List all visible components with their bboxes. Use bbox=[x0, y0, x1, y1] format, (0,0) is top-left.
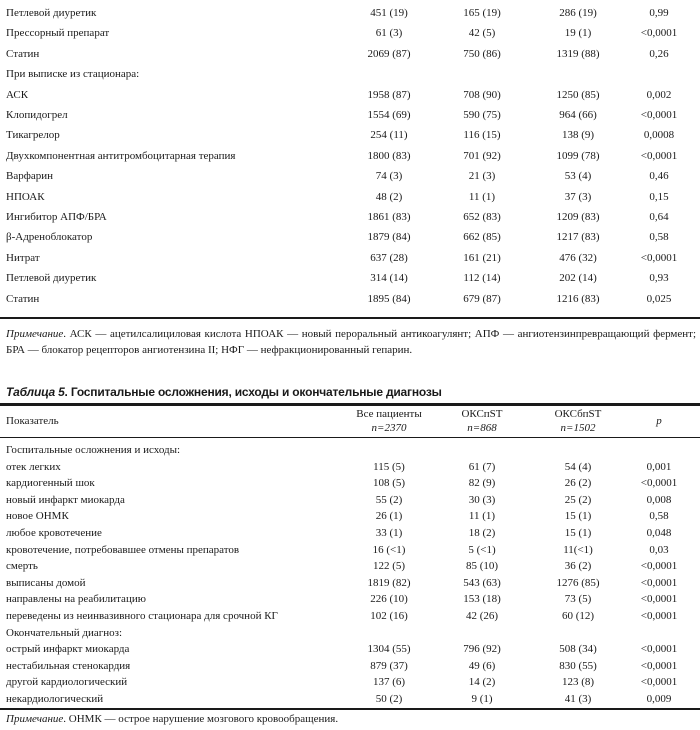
cell-nstemi: 1209 (83) bbox=[556, 211, 600, 223]
cell-nstemi: 36 (2) bbox=[564, 560, 592, 572]
cell-nstemi: 1099 (78) bbox=[556, 150, 600, 162]
cell-all: 102 (16) bbox=[370, 610, 408, 622]
table-4-note bbox=[6, 326, 696, 358]
cell-p: <0,0001 bbox=[640, 610, 678, 622]
cell-stemi: 701 (92) bbox=[463, 150, 501, 162]
cell-nstemi: 15 (1) bbox=[564, 510, 592, 522]
cell-all: 1819 (82) bbox=[367, 577, 411, 589]
table-5-header bbox=[6, 406, 700, 436]
cell-all: 1861 (83) bbox=[367, 211, 411, 223]
caption-text: . Госпитальные осложнения, исходы и окончательные диагнозы bbox=[64, 385, 442, 399]
cell-all: 16 (<1) bbox=[372, 544, 406, 556]
note-label: Примечание bbox=[6, 713, 64, 725]
table-5-note bbox=[6, 711, 696, 727]
cell-stemi: 11 (1) bbox=[468, 510, 496, 522]
cell-nstemi: 123 (8) bbox=[561, 676, 595, 688]
row-label: отек легких bbox=[6, 461, 61, 473]
header-all bbox=[344, 407, 434, 435]
cell-nstemi: 15 (1) bbox=[564, 527, 592, 539]
table-4-bottom-border bbox=[0, 317, 700, 319]
cell-nstemi: 60 (12) bbox=[561, 610, 595, 622]
table-row bbox=[6, 607, 700, 625]
cell-nstemi: 1216 (83) bbox=[556, 293, 600, 305]
cell-nstemi: 1276 (85) bbox=[556, 577, 600, 589]
table-row bbox=[6, 269, 700, 287]
cell-nstemi: 202 (14) bbox=[559, 272, 597, 284]
row-label: β-Адреноблокатор bbox=[6, 231, 93, 243]
row-label: Варфарин bbox=[6, 170, 54, 182]
cell-stemi: 652 (83) bbox=[463, 211, 501, 223]
table-row bbox=[6, 640, 700, 658]
header-nstemi-label: ОКСбпST bbox=[554, 408, 602, 420]
table-row bbox=[6, 524, 700, 542]
cell-all: 108 (5) bbox=[372, 477, 406, 489]
table-row bbox=[6, 208, 700, 226]
cell-nstemi: 1319 (88) bbox=[556, 48, 600, 60]
cell-stemi: 61 (7) bbox=[468, 461, 496, 473]
row-label: любое кровотечение bbox=[6, 527, 102, 539]
table-row bbox=[6, 474, 700, 492]
cell-all: 1554 (69) bbox=[367, 109, 411, 121]
cell-stemi: 30 (3) bbox=[468, 494, 496, 506]
cell-p: <0,0001 bbox=[640, 109, 678, 121]
note-text: . ОНМК — острое нарушение мозгового кровообращения. bbox=[63, 713, 339, 725]
note-label: Примечание bbox=[6, 328, 64, 340]
cell-nstemi: 73 (5) bbox=[564, 593, 592, 605]
header-nstemi bbox=[538, 407, 618, 435]
row-label: Клопидогрел bbox=[6, 109, 68, 121]
cell-stemi: 14 (2) bbox=[468, 676, 496, 688]
header-indicator: Показатель bbox=[6, 415, 59, 427]
cell-all: 48 (2) bbox=[375, 191, 403, 203]
table-row bbox=[6, 228, 700, 246]
row-label: острый инфаркт миокарда bbox=[6, 643, 130, 655]
cell-all: 226 (10) bbox=[370, 593, 408, 605]
cell-all: 33 (1) bbox=[375, 527, 403, 539]
cell-p: <0,0001 bbox=[640, 660, 678, 672]
cell-all: 451 (19) bbox=[370, 7, 408, 19]
cell-all: 1895 (84) bbox=[367, 293, 411, 305]
row-label: кардиогенный шок bbox=[6, 477, 95, 489]
cell-all: 2069 (87) bbox=[367, 48, 411, 60]
row-label: Окончательный диагноз: bbox=[6, 627, 123, 639]
row-label: Ингибитор АПФ/БРА bbox=[6, 211, 107, 223]
cell-all: 637 (28) bbox=[370, 252, 408, 264]
row-label: переведены из неинвазивного стационара для срочной КГ bbox=[6, 610, 278, 622]
cell-p: 0,001 bbox=[646, 461, 672, 473]
header-stemi-label: ОКСпST bbox=[461, 408, 503, 420]
cell-stemi: 750 (86) bbox=[463, 48, 501, 60]
row-label: новое ОНМК bbox=[6, 510, 69, 522]
table-row bbox=[6, 106, 700, 124]
cell-p: <0,0001 bbox=[640, 477, 678, 489]
table-5-caption bbox=[6, 384, 442, 400]
cell-all: 1800 (83) bbox=[367, 150, 411, 162]
cell-nstemi: 1217 (83) bbox=[556, 231, 600, 243]
cell-stemi: 82 (9) bbox=[468, 477, 496, 489]
row-label: смерть bbox=[6, 560, 38, 572]
table-row bbox=[6, 65, 700, 83]
cell-nstemi: 1250 (85) bbox=[556, 89, 600, 101]
cell-stemi: 112 (14) bbox=[463, 272, 501, 284]
table-row bbox=[6, 507, 700, 525]
cell-all: 74 (3) bbox=[375, 170, 403, 182]
cell-nstemi: 26 (2) bbox=[564, 477, 592, 489]
cell-p: 0,008 bbox=[646, 494, 672, 506]
cell-stemi: 543 (63) bbox=[463, 577, 501, 589]
cell-stemi: 679 (87) bbox=[463, 293, 501, 305]
row-label: направлены на реабилитацию bbox=[6, 593, 146, 605]
cell-nstemi: 286 (19) bbox=[559, 7, 597, 19]
table-row bbox=[6, 249, 700, 267]
table-row bbox=[6, 126, 700, 144]
cell-nstemi: 138 (9) bbox=[561, 129, 595, 141]
table-row bbox=[6, 24, 700, 42]
cell-all: 26 (1) bbox=[375, 510, 403, 522]
cell-p: 0,025 bbox=[646, 293, 672, 305]
cell-stemi: 165 (19) bbox=[463, 7, 501, 19]
cell-nstemi: 19 (1) bbox=[564, 27, 592, 39]
table-row bbox=[6, 690, 700, 708]
cell-p: <0,0001 bbox=[640, 643, 678, 655]
cell-stemi: 21 (3) bbox=[468, 170, 496, 182]
cell-p: 0,048 bbox=[646, 527, 672, 539]
row-label: новый инфаркт миокарда bbox=[6, 494, 125, 506]
cell-nstemi: 830 (55) bbox=[559, 660, 597, 672]
cell-nstemi: 25 (2) bbox=[564, 494, 592, 506]
row-label: выписаны домой bbox=[6, 577, 86, 589]
table-row bbox=[6, 673, 700, 691]
cell-stemi: 85 (10) bbox=[465, 560, 499, 572]
cell-nstemi: 54 (4) bbox=[564, 461, 592, 473]
cell-stemi: 161 (21) bbox=[463, 252, 501, 264]
cell-p: 0,46 bbox=[649, 170, 669, 182]
cell-all: 122 (5) bbox=[372, 560, 406, 572]
row-label: Петлевой диуретик bbox=[6, 272, 97, 284]
cell-stemi: 49 (6) bbox=[468, 660, 496, 672]
header-p: p bbox=[656, 415, 662, 427]
row-label: Прессорный препарат bbox=[6, 27, 110, 39]
cell-nstemi: 11(<1) bbox=[563, 544, 593, 556]
row-label: АСК bbox=[6, 89, 29, 101]
cell-p: 0,002 bbox=[646, 89, 672, 101]
table-row bbox=[6, 441, 700, 459]
cell-all: 1958 (87) bbox=[367, 89, 411, 101]
cell-all: 50 (2) bbox=[375, 693, 403, 705]
table-row bbox=[6, 167, 700, 185]
table-row bbox=[6, 86, 700, 104]
header-stemi bbox=[442, 407, 522, 435]
cell-nstemi: 476 (32) bbox=[559, 252, 597, 264]
cell-nstemi: 53 (4) bbox=[564, 170, 592, 182]
cell-p: 0,03 bbox=[649, 544, 669, 556]
cell-stemi: 662 (85) bbox=[463, 231, 501, 243]
cell-all: 55 (2) bbox=[375, 494, 403, 506]
table-5-header-border bbox=[0, 437, 700, 438]
cell-all: 314 (14) bbox=[370, 272, 408, 284]
cell-p: 0,0008 bbox=[643, 129, 675, 141]
cell-p: <0,0001 bbox=[640, 150, 678, 162]
cell-stemi: 11 (1) bbox=[468, 191, 496, 203]
cell-all: 1879 (84) bbox=[367, 231, 411, 243]
cell-p: <0,0001 bbox=[640, 593, 678, 605]
cell-stemi: 796 (92) bbox=[463, 643, 501, 655]
caption-label: Таблица 5 bbox=[6, 385, 65, 399]
row-label: Статин bbox=[6, 48, 40, 60]
cell-stemi: 708 (90) bbox=[463, 89, 501, 101]
header-nstemi-n: n=1502 bbox=[560, 422, 596, 434]
row-label: кровотечение, потребовавшее отмены препаратов bbox=[6, 544, 240, 556]
cell-p: <0,0001 bbox=[640, 27, 678, 39]
cell-p: <0,0001 bbox=[640, 676, 678, 688]
row-label: Статин bbox=[6, 293, 40, 305]
cell-p: 0,58 bbox=[649, 231, 669, 243]
cell-stemi: 18 (2) bbox=[468, 527, 496, 539]
cell-all: 61 (3) bbox=[375, 27, 403, 39]
cell-p: 0,26 bbox=[649, 48, 669, 60]
row-label: нестабильная стенокардия bbox=[6, 660, 131, 672]
cell-stemi: 9 (1) bbox=[471, 693, 493, 705]
table-row bbox=[6, 188, 700, 206]
cell-stemi: 42 (5) bbox=[468, 27, 496, 39]
cell-all: 1304 (55) bbox=[367, 643, 411, 655]
cell-nstemi: 508 (34) bbox=[559, 643, 597, 655]
cell-all: 137 (6) bbox=[372, 676, 406, 688]
cell-all: 115 (5) bbox=[373, 461, 405, 473]
cell-p: 0,009 bbox=[646, 693, 672, 705]
cell-p: 0,64 bbox=[649, 211, 669, 223]
cell-stemi: 116 (15) bbox=[463, 129, 501, 141]
row-label: НПОАК bbox=[6, 191, 45, 203]
cell-p: 0,93 bbox=[649, 272, 669, 284]
cell-stemi: 42 (26) bbox=[465, 610, 499, 622]
cell-all: 254 (11) bbox=[370, 129, 408, 141]
cell-p: <0,0001 bbox=[640, 252, 678, 264]
header-stemi-n: n=868 bbox=[467, 422, 497, 434]
cell-p: <0,0001 bbox=[640, 560, 678, 572]
note-text: . АСК — ацетилсалициловая кислота НПОАК — новый пероральный антикоагулянт; АПФ — ангиотензинпревращающий фермент; БРА — блокатор рецепторов ангиотензина II; НФГ — нефракционированный гепарин. bbox=[6, 328, 696, 356]
row-label: некардиологический bbox=[6, 693, 104, 705]
cell-nstemi: 41 (3) bbox=[564, 693, 592, 705]
cell-p: 0,99 bbox=[649, 7, 669, 19]
cell-p: 0,15 bbox=[649, 191, 669, 203]
table-5-bottom-border bbox=[0, 708, 700, 710]
table-row bbox=[6, 290, 700, 308]
row-label: другой кардиологический bbox=[6, 676, 128, 688]
cell-p: <0,0001 bbox=[640, 577, 678, 589]
row-label: Тикагрелор bbox=[6, 129, 60, 141]
table-row bbox=[6, 147, 700, 165]
header-all-label: Все пациенты bbox=[356, 408, 422, 420]
header-all-n: n=2370 bbox=[371, 422, 407, 434]
cell-stemi: 590 (75) bbox=[463, 109, 501, 121]
row-label: Петлевой диуретик bbox=[6, 7, 97, 19]
cell-p: 0,58 bbox=[649, 510, 669, 522]
row-label: Госпитальные осложнения и исходы: bbox=[6, 444, 181, 456]
cell-all: 879 (37) bbox=[370, 660, 408, 672]
cell-stemi: 5 (<1) bbox=[468, 544, 496, 556]
cell-stemi: 153 (18) bbox=[463, 593, 501, 605]
cell-nstemi: 964 (66) bbox=[559, 109, 597, 121]
cell-nstemi: 37 (3) bbox=[564, 191, 592, 203]
table-row bbox=[6, 557, 700, 575]
table-row bbox=[6, 590, 700, 608]
row-label: Нитрат bbox=[6, 252, 40, 264]
table-row bbox=[6, 4, 700, 22]
row-label: При выписке из стационара: bbox=[6, 68, 140, 80]
table-row bbox=[6, 45, 700, 63]
row-label: Двухкомпонентная антитромбоцитарная терапия bbox=[6, 150, 236, 162]
